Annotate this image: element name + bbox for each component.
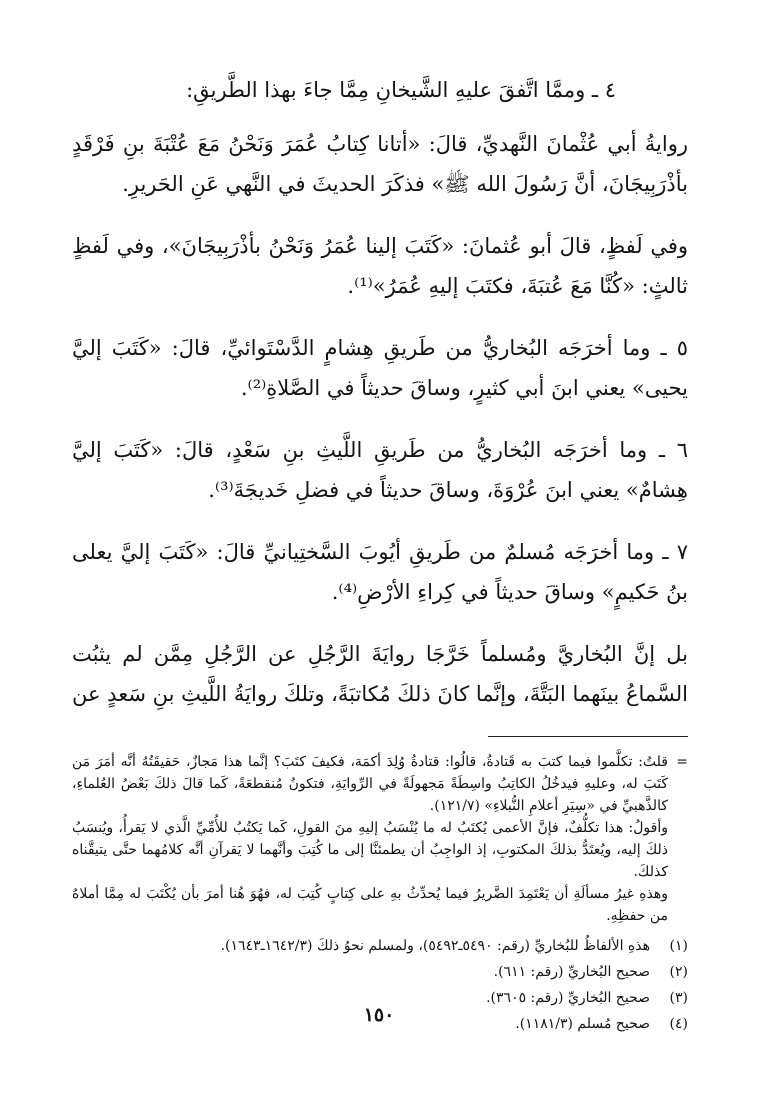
- footnote-separator: [488, 736, 688, 737]
- continuation-marker: =: [676, 754, 688, 770]
- footnote-continuation-para-2: وأقولُ: هذا تكلُّفٌ، فإنَّ الأعمى يُكتَبُ له ما يُنْسَبُ إليهِ منَ القولِ، كَما يَكتُبُ للأُمِّيِّ الَّذي لا يَقرأُ، ويُنسَبُ ذلكَ إليه، ويُعتَدُّ بذلكَ المكتوبِ، إذ الواجِبُ أن يطمئنَّا إلى ما كُتِبَ وأنَّهما لا يَقرآنِ أنَّه كلامُهما حتَّى يتيقَّناه كذلكَ.: [72, 820, 668, 880]
- footnote-number: (١): [669, 938, 688, 954]
- page-number: ١٥٠: [363, 1004, 395, 1026]
- footnote-continuation-para-3: وهذهِ غيرُ مسألَةِ أن يَعْتَمِدَ الضَّريرُ فيما يُحدِّثُ بهِ على كِتابٍ كُتِبَ له، فهُوَ هُنا أمرَ بأن يُكْتَبَ له مِمَّا أملاهُ من حفظِهِ.: [72, 886, 668, 924]
- paragraph-item-6: ٦ ـ وما أخرَجَه البُخاريُّ من طَريقِ اللَّيثِ بنِ سَعْدٍ، قالَ: «كَتَبَ إليَّ هِشامٌ» يعني ابنَ عُرْوَةَ، وساقَ حديثاً في فضلِ خَديجَةَ⁽³⁾.: [72, 438, 688, 502]
- main-text: [72, 70, 688, 714]
- footnote-text: صحيح البُخاريِّ (رقم: ٣٦٠٥).: [486, 990, 650, 1006]
- footnote-text: صحيح مُسلم (١١٨١/٣).: [515, 1016, 650, 1032]
- footnote-text: هذهِ الألفاظُ للبُخاريِّ (رقم: ٥٤٩٠ـ٥٤٩٢)، ولمسلم نحوُ ذلكَ (١٦٤٢/٣ـ١٦٤٣).: [220, 938, 650, 954]
- paragraph-other-wording: وفي لَفظٍ، قالَ أبو عُثمانَ: «كَتَبَ إلينا عُمَرُ وَنَحْنُ بأذْرَبِيجَانَ»، وفي لَفظٍ ثالثٍ: «كُنَّا مَعَ عُتبَةَ، فكتَبَ إليهِ عُمَرُ»⁽¹⁾.: [72, 234, 688, 298]
- footnote-number: (٣): [669, 990, 688, 1006]
- paragraph-item-5: ٥ ـ وما أخرَجَه البُخاريُّ من طَريقِ هِشامٍ الدَّسْتَوائيِّ، قالَ: «كَتَبَ إليَّ يحيى» يعني ابنَ أبي كثيرٍ، وساقَ حديثاً في الصَّلاةِ⁽²⁾.: [72, 336, 688, 400]
- footnote-continuation: [72, 751, 688, 927]
- page-content: [72, 70, 688, 1037]
- footnote-number: (٢): [669, 964, 688, 980]
- paragraph-abu-uthman: روايةُ أبي عُثْمانَ النَّهديِّ، قالَ: «أتانا كِتابُ عُمَرَ وَنَحْنُ مَعَ عُتْبَةَ بنِ فَرْقَدٍ بأذْرَبِيجَانَ، أنَّ رَسُولَ الله ﷺ» فذكَرَ الحديثَ في النَّهي عَنِ الحَريرِ.: [72, 132, 688, 196]
- paragraph-item-4-heading: ٤ ـ وممَّا اتَّفقَ عليهِ الشَّيخانِ مِمَّا جاءَ بهذا الطَّريقِ:: [186, 78, 616, 102]
- footnote-number: (٤): [669, 1016, 688, 1032]
- footnote-continuation-para-1: قلتُ: تكلَّموا فيما كتبَ به قَتادةُ، قالُوا: قتادةُ وُلِدَ أكمَهَ، فكيفَ كتَبَ؟ إنَّما هذا مَجازٌ، حَقيقَتُهُ أنَّه أمَرَ مَن كَتَبَ له، وعليهِ فيدخُلُ الكاتِبُ واسِطَةً مَجهولَةً في الرِّوايَةِ، فتكونُ مُنقطعَةً، كَما قالَ ذلكَ بَعْضُ العُلماءِ، كالذَّهبيِّ في «سِيَرِ أعلامِ النُّبلاءِ» (١٢١/٧).: [72, 754, 668, 814]
- footnote-item: [72, 933, 688, 959]
- footnote-text: صحيح البُخاريِّ (رقم: ٦١١).: [493, 964, 650, 980]
- footnote-item: [72, 959, 688, 985]
- paragraph-item-7: ٧ ـ وما أخرَجَه مُسلمٌ من طَريقِ أيُوبَ السَّختِيانيِّ قالَ: «كَتَبَ إليَّ يعلى بنُ حَكيمٍ» وساقَ حديثاً في كِراءِ الأرْضِ⁽⁴⁾.: [72, 540, 688, 604]
- footnotes: [72, 751, 688, 1037]
- paragraph-conclusion: بل إنَّ البُخاريَّ ومُسلماً خَرَّجَا روايَةَ الرَّجُلِ عن الرَّجُلِ مِمَّن لم يثبُت السَّماعُ بينَهما البَتَّةَ، وإنَّما كانَ ذلكَ مُكاتبَةً، وتلكَ روايَةُ اللَّيثِ بنِ سَعدٍ عن: [71, 642, 688, 706]
